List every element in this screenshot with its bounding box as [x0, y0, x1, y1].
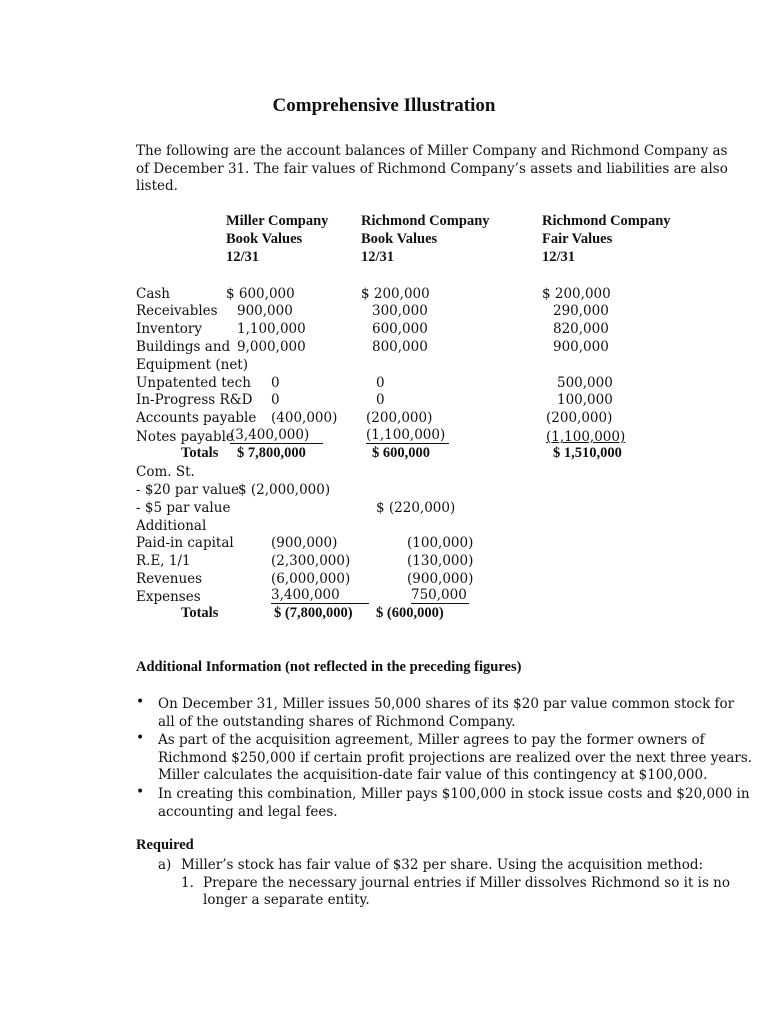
- bullet-icon: •: [136, 784, 145, 800]
- bullet-3-line-1: In creating this combination, Miller pays $100,000 in stock issue costs and $20,000 in: [158, 786, 750, 802]
- unpatented-miller: 0: [271, 375, 280, 391]
- bullet-2-line-1: As part of the acquisition agreement, Miller agrees to pay the former owners of: [158, 732, 705, 748]
- row-label-inprogress: In-Progress R&D: [136, 392, 253, 408]
- header-richmond-fair-1: Richmond Company: [542, 213, 671, 229]
- bullet-2-line-2: Richmond $250,000 if certain profit projections are realized over the next three years.: [158, 750, 753, 766]
- apic-richmond-book: (100,000): [407, 535, 474, 551]
- revenues-richmond-book: (900,000): [407, 571, 474, 587]
- bullet-3-line-2: accounting and legal fees.: [158, 804, 338, 820]
- row-label-par20: - $20 par value: [136, 482, 240, 498]
- row-label-par5: - $5 par value: [136, 500, 231, 516]
- row-label-buildings: Buildings and: [136, 339, 231, 355]
- cash-richmond-fair: $ 200,000: [542, 286, 611, 302]
- re-miller: (2,300,000): [271, 553, 351, 569]
- intro-line-1: The following are the account balances of Miller Company and Richmond Company as: [136, 143, 728, 159]
- additional-info-heading: Additional Information (not reflected in the preceding figures): [136, 659, 522, 675]
- required-heading: Required: [136, 837, 194, 853]
- row-label-comst: Com. St.: [136, 464, 195, 480]
- row-label-re: R.E, 1/1: [136, 553, 191, 569]
- inprogress-richmond-fair: 100,000: [557, 392, 613, 408]
- buildings-miller: 9,000,000: [237, 339, 306, 355]
- totals1-richmond-fair: $ 1,510,000: [553, 445, 622, 461]
- ap-richmond-fair: (200,000): [546, 410, 613, 426]
- row-label-buildings-2: Equipment (net): [136, 357, 248, 373]
- row-label-unpatented: Unpatented tech: [136, 375, 251, 391]
- required-1-line-1: Prepare the necessary journal entries if Miller dissolves Richmond so it is no: [203, 875, 731, 891]
- revenues-miller: (6,000,000): [271, 571, 351, 587]
- np-miller: (3,400,000): [230, 428, 323, 444]
- totals1-miller: $ 7,800,000: [237, 445, 306, 461]
- row-label-ap: Accounts payable: [136, 410, 257, 426]
- row-label-cash: Cash: [136, 286, 171, 302]
- np-richmond-fair: (1,100,000): [546, 429, 626, 445]
- inprogress-richmond-book: 0: [376, 392, 385, 408]
- required-1-line-2: longer a separate entity.: [203, 892, 370, 908]
- par5-richmond-book: $ (220,000): [376, 500, 456, 516]
- row-label-expenses: Expenses: [136, 589, 201, 605]
- header-miller-3: 12/31: [226, 249, 260, 265]
- row-label-inventory: Inventory: [136, 321, 202, 337]
- bullet-1-line-2: all of the outstanding shares of Richmond Company.: [158, 714, 516, 730]
- row-label-additional: Additional: [136, 518, 207, 534]
- ap-richmond-book: (200,000): [366, 410, 433, 426]
- header-richmond-fair-2: Fair Values: [542, 231, 613, 247]
- required-1-marker: 1.: [181, 875, 194, 891]
- unpatented-richmond-fair: 500,000: [557, 375, 613, 391]
- inventory-richmond-fair: 820,000: [553, 321, 609, 337]
- bullet-1-line-1: On December 31, Miller issues 50,000 shares of its $20 par value common stock for: [158, 696, 735, 712]
- bullet-icon: •: [136, 730, 145, 746]
- bullet-icon: •: [136, 694, 145, 710]
- row-label-np: Notes payable: [136, 429, 234, 445]
- inventory-miller: 1,100,000: [237, 321, 306, 337]
- row-label-revenues: Revenues: [136, 571, 203, 587]
- par20-miller: $ (2,000,000): [238, 482, 331, 498]
- header-richmond-book-3: 12/31: [361, 249, 395, 265]
- row-label-receivables: Receivables: [136, 303, 218, 319]
- totals2-richmond-book: $ (600,000): [376, 605, 444, 621]
- intro-line-2: of December 31. The fair values of Richmond Company’s assets and liabilities are also: [136, 161, 728, 177]
- buildings-richmond-fair: 900,000: [553, 339, 609, 355]
- ap-miller: (400,000): [271, 410, 338, 426]
- required-a-marker: a): [158, 857, 172, 873]
- header-richmond-book-2: Book Values: [361, 231, 438, 247]
- row-label-apic: Paid-in capital: [136, 535, 234, 551]
- receivables-richmond-fair: 290,000: [553, 303, 609, 319]
- inprogress-miller: 0: [271, 392, 280, 408]
- header-richmond-book-1: Richmond Company: [361, 213, 490, 229]
- expenses-richmond-book: 750,000: [411, 587, 467, 603]
- np-richmond-book: (1,100,000): [366, 428, 449, 444]
- expenses-miller: 3,400,000: [271, 588, 369, 604]
- unpatented-richmond-book: 0: [376, 375, 385, 391]
- cash-richmond-book: $ 200,000: [361, 286, 430, 302]
- totals-label-2: Totals: [181, 605, 219, 621]
- inventory-richmond-book: 600,000: [372, 321, 428, 337]
- bullet-2-line-3: Miller calculates the acquisition-date fair value of this contingency at $100,000.: [158, 767, 708, 783]
- totals2-miller: $ (7,800,000): [274, 605, 353, 621]
- receivables-miller: 900,000: [237, 303, 293, 319]
- header-miller-1: Miller Company: [226, 213, 329, 229]
- receivables-richmond-book: 300,000: [372, 303, 428, 319]
- header-miller-2: Book Values: [226, 231, 303, 247]
- page-title: Comprehensive Illustration: [272, 95, 496, 116]
- totals1-richmond-book: $ 600,000: [372, 445, 430, 461]
- header-richmond-fair-3: 12/31: [542, 249, 576, 265]
- intro-line-3: listed.: [136, 178, 178, 194]
- apic-miller: (900,000): [271, 535, 338, 551]
- totals-label-1: Totals: [181, 445, 219, 461]
- required-a-text: Miller’s stock has fair value of $32 per share. Using the acquisition method:: [181, 857, 704, 873]
- re-richmond-book: (130,000): [407, 553, 474, 569]
- buildings-richmond-book: 800,000: [372, 339, 428, 355]
- cash-miller: $ 600,000: [226, 286, 295, 302]
